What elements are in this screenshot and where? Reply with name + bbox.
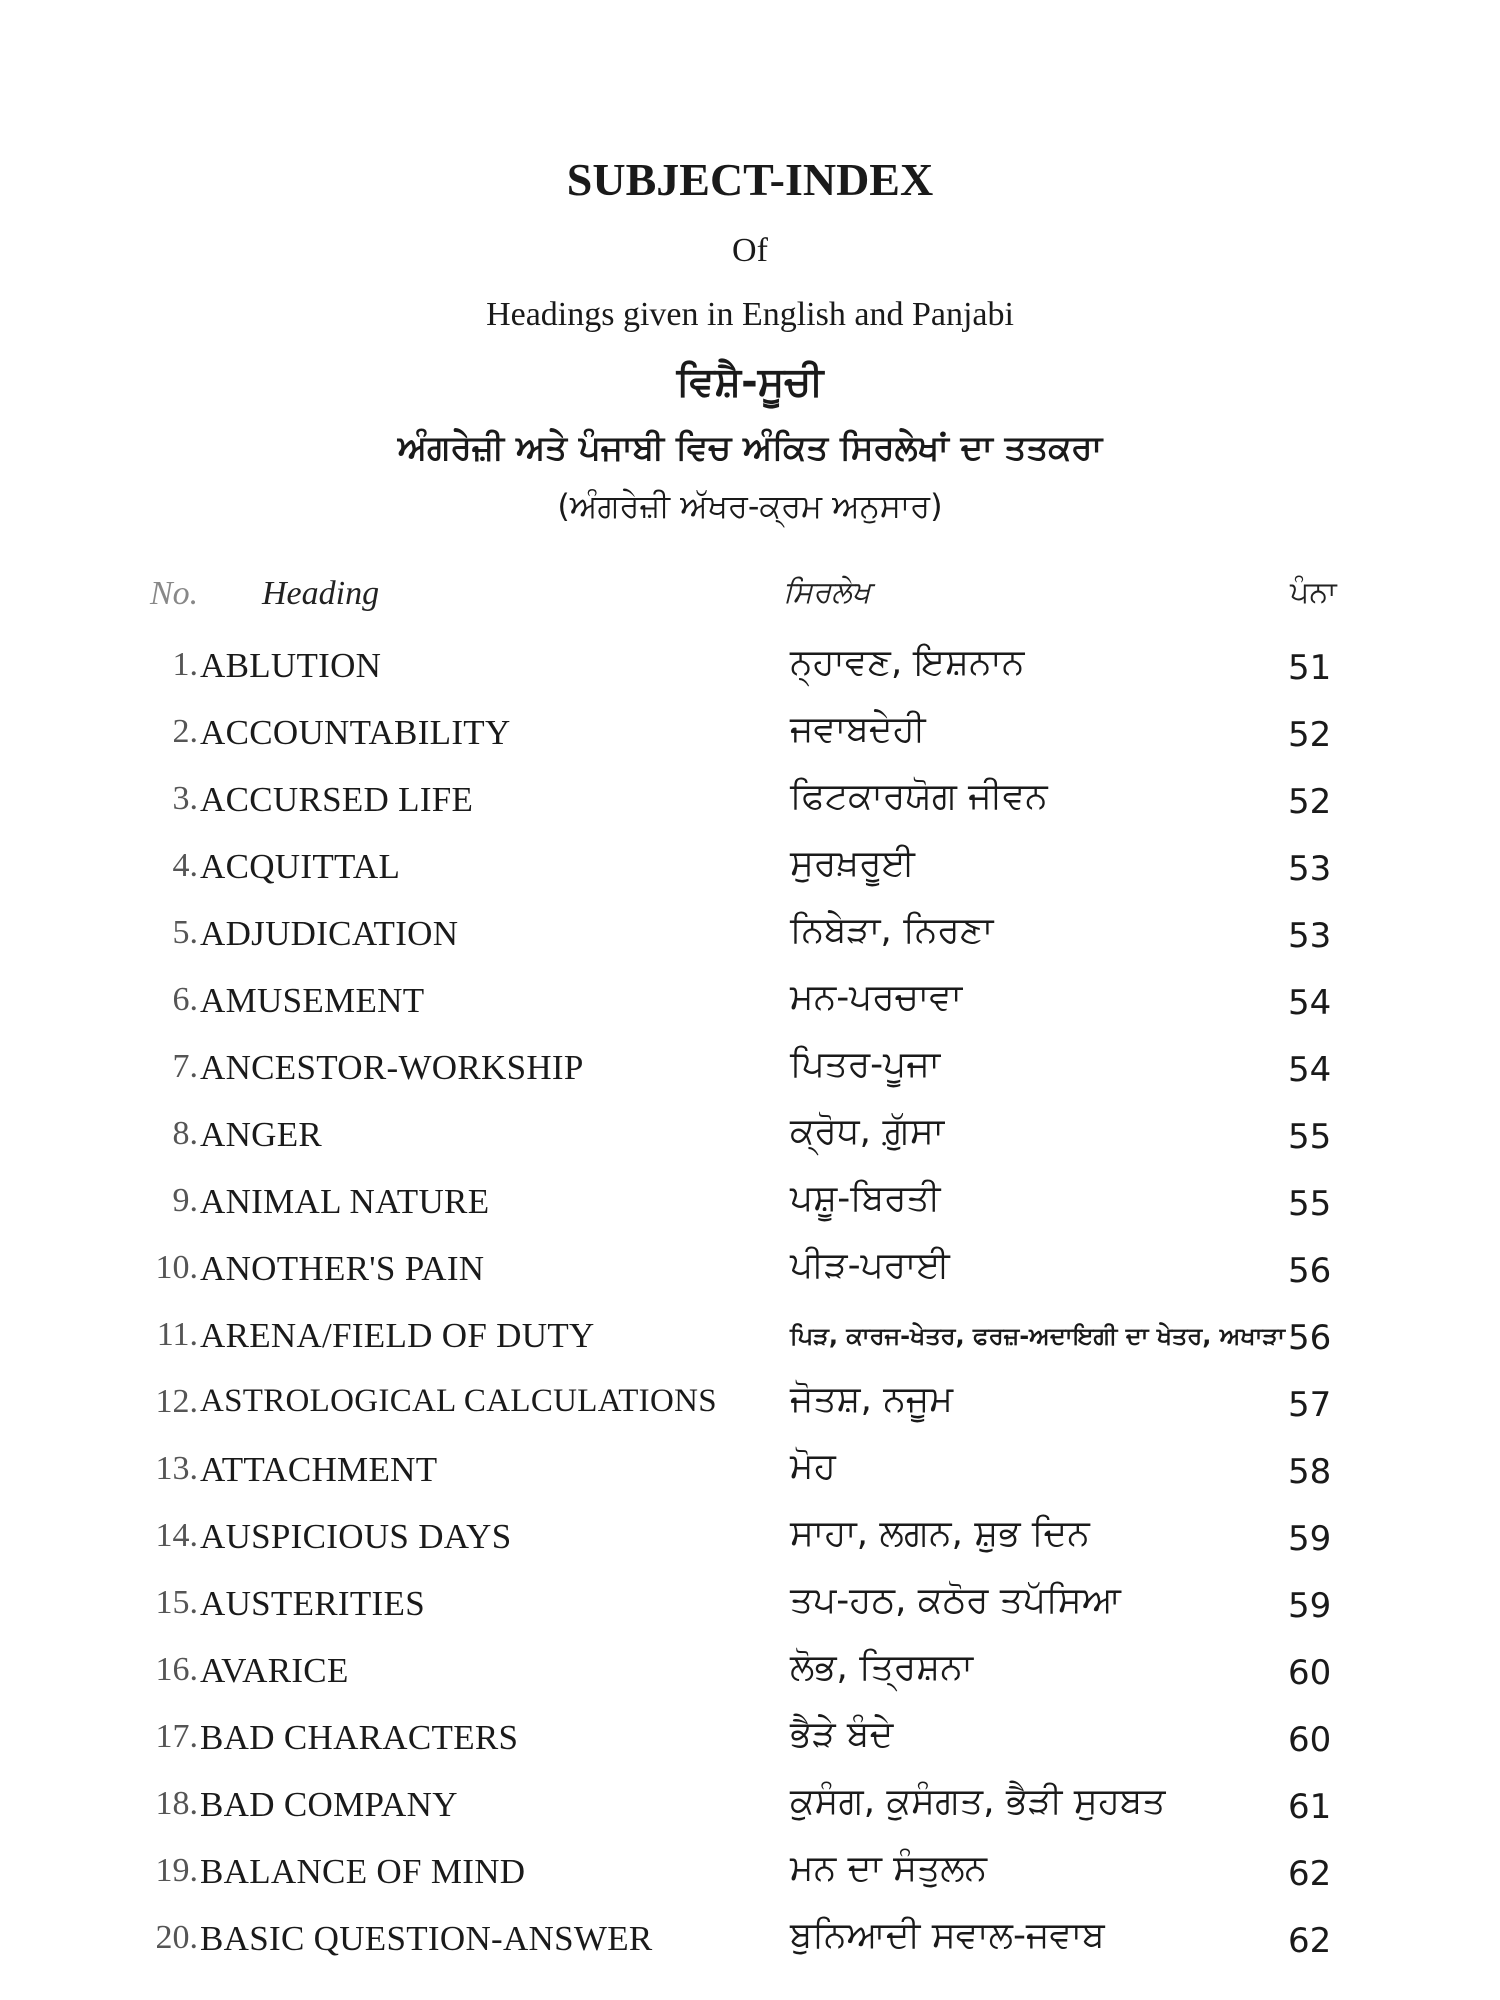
index-row (0, 1176, 1500, 1243)
entry-punjabi-heading: ਪਿਤਰ-ਪੂਜਾ (790, 1044, 941, 1085)
index-row (0, 1511, 1500, 1578)
entry-heading: BAD CHARACTERS (200, 1718, 519, 1757)
entry-heading: ACCOUNTABILITY (200, 713, 511, 752)
entry-page: 52 (1288, 782, 1332, 822)
entry-punjabi-heading: ਮੋਹ (790, 1446, 836, 1487)
entry-heading: AUSTERITIES (200, 1584, 425, 1623)
entry-heading: AMUSEMENT (200, 981, 425, 1020)
entry-number: 12. (155, 1383, 198, 1420)
entry-punjabi-heading: ਕੁਸੰਗ, ਕੁਸੰਗਤ, ਭੈੜੀ ਸੁਹਬਤ (790, 1781, 1166, 1822)
entry-number: 3. (172, 780, 198, 817)
entry-number: 8. (172, 1115, 198, 1152)
entry-page: 60 (1288, 1653, 1332, 1693)
entry-punjabi-heading: ਕ੍ਰੋਧ, ਗ਼ੁੱਸਾ (790, 1111, 945, 1152)
column-header-page: ਪੰਨਾ (1290, 575, 1337, 610)
entry-punjabi-heading: ਫਿਟਕਾਰਯੋਗ ਜੀਵਨ (790, 776, 1048, 817)
index-row (0, 1042, 1500, 1109)
entry-heading: BALANCE OF MIND (200, 1852, 526, 1891)
entry-page: 59 (1288, 1519, 1332, 1559)
entry-number: 14. (155, 1517, 198, 1554)
index-row (0, 1243, 1500, 1310)
index-row (0, 1846, 1500, 1913)
entry-heading: ASTROLOGICAL CALCULATIONS (200, 1383, 717, 1419)
punjabi-note: (ਅੰਗਰੇਜ਼ੀ ਅੱਖਰ-ਕ੍ਰਮ ਅਨੁਸਾਰ) (557, 487, 943, 525)
punjabi-title: ਵਿਸ਼ੈ-ਸੂਚੀ (676, 359, 824, 405)
entry-page: 55 (1288, 1184, 1332, 1224)
entry-heading: ANOTHER'S PAIN (200, 1249, 485, 1288)
column-header-no: No. (150, 575, 199, 612)
entry-heading: ACCURSED LIFE (200, 780, 474, 819)
entry-heading: ARENA/FIELD OF DUTY (200, 1316, 595, 1355)
entry-heading: ANCESTOR-WORKSHIP (200, 1048, 584, 1087)
page-title: SUBJECT-INDEX (566, 154, 934, 205)
entry-page: 60 (1288, 1720, 1332, 1760)
index-row (0, 1109, 1500, 1176)
index-row (0, 640, 1500, 707)
entry-punjabi-heading: ਭੈੜੇ ਬੰਦੇ (790, 1714, 894, 1755)
entry-page: 62 (1288, 1921, 1332, 1961)
column-header-punjabi-heading: ਸਿਰਲੇਖ (783, 575, 871, 610)
title-block (0, 150, 1500, 532)
entry-number: 4. (172, 847, 198, 884)
index-row (0, 1310, 1500, 1377)
column-header-heading: Heading (262, 575, 380, 612)
entry-page: 62 (1288, 1854, 1332, 1894)
index-row (0, 1645, 1500, 1712)
entry-heading: ABLUTION (200, 646, 382, 685)
entry-number: 17. (155, 1718, 198, 1755)
entry-punjabi-heading: ਪੀੜ-ਪਰਾਈ (790, 1245, 950, 1286)
entry-number: 7. (172, 1048, 198, 1085)
entry-punjabi-heading: ਮਨ ਦਾ ਸੰਤੁਲਨ (790, 1848, 988, 1889)
entry-page: 52 (1288, 715, 1332, 755)
page-subtitle: Headings given in English and Panjabi (486, 296, 1014, 333)
index-list (0, 640, 1500, 1980)
index-row (0, 774, 1500, 841)
index-row (0, 1712, 1500, 1779)
entry-page: 59 (1288, 1586, 1332, 1626)
entry-page: 51 (1288, 648, 1332, 688)
entry-heading: BAD COMPANY (200, 1785, 458, 1824)
entry-punjabi-heading: ਸਾਹਾ, ਲਗਨ, ਸ਼ੁਭ ਦਿਨ (790, 1513, 1090, 1554)
entry-heading: ANIMAL NATURE (200, 1182, 490, 1221)
column-header-row (0, 575, 1500, 625)
index-row (0, 908, 1500, 975)
entry-page: 53 (1288, 916, 1332, 956)
entry-number: 6. (172, 981, 198, 1018)
entry-punjabi-heading: ਨ੍ਹਾਵਣ, ਇਸ਼ਨਾਨ (790, 642, 1025, 683)
index-row (0, 975, 1500, 1042)
entry-punjabi-heading: ਜੋਤਸ਼, ਨਜੂਮ (790, 1379, 954, 1420)
entry-number: 9. (172, 1182, 198, 1219)
entry-page: 54 (1288, 983, 1332, 1023)
entry-number: 20. (155, 1919, 198, 1956)
index-row (0, 1913, 1500, 1980)
entry-page: 61 (1288, 1787, 1332, 1827)
entry-page: 55 (1288, 1117, 1332, 1157)
entry-punjabi-heading: ਤਪ-ਹਠ, ਕਠੋਰ ਤਪੱਸਿਆ (790, 1580, 1121, 1621)
entry-page: 53 (1288, 849, 1332, 889)
entry-heading: ADJUDICATION (200, 914, 459, 953)
index-row (0, 1779, 1500, 1846)
entry-punjabi-heading: ਲੋਭ, ਤ੍ਰਿਸ਼ਨਾ (790, 1647, 974, 1688)
entry-page: 58 (1288, 1452, 1332, 1492)
entry-page: 56 (1288, 1251, 1332, 1291)
punjabi-subtitle: ਅੰਗਰੇਜ਼ੀ ਅਤੇ ਪੰਜਾਬੀ ਵਿਚ ਅੰਕਿਤ ਸਿਰਲੇਖਾਂ ਦਾ ਤਤਕਰਾ (397, 428, 1103, 468)
entry-number: 15. (155, 1584, 198, 1621)
entry-number: 2. (172, 713, 198, 750)
entry-heading: BASIC QUESTION-ANSWER (200, 1919, 653, 1958)
index-row (0, 841, 1500, 908)
index-row (0, 1578, 1500, 1645)
entry-punjabi-heading: ਜਵਾਬਦੇਹੀ (790, 709, 926, 750)
entry-punjabi-heading: ਪਿੜ, ਕਾਰਜ-ਖੇਤਰ, ਫਰਜ਼-ਅਦਾਇਗੀ ਦਾ ਖੇਤਰ, ਅਖਾੜਾ (790, 1322, 1286, 1350)
entry-punjabi-heading: ਬੁਨਿਆਦੀ ਸਵਾਲ-ਜਵਾਬ (790, 1915, 1105, 1956)
entry-number: 13. (155, 1450, 198, 1487)
entry-punjabi-heading: ਪਸ਼ੂ-ਬਿਰਤੀ (790, 1178, 941, 1219)
entry-page: 54 (1288, 1050, 1332, 1090)
entry-number: 10. (155, 1249, 198, 1286)
entry-heading: ATTACHMENT (200, 1450, 438, 1489)
entry-page: 57 (1288, 1385, 1332, 1425)
entry-heading: AUSPICIOUS DAYS (200, 1517, 512, 1556)
entry-heading: ANGER (200, 1115, 323, 1154)
entry-punjabi-heading: ਮਨ-ਪਰਚਾਵਾ (790, 977, 963, 1018)
entry-heading: ACQUITTAL (200, 847, 401, 886)
entry-page: 56 (1288, 1318, 1332, 1358)
entry-punjabi-heading: ਸੁਰਖ਼ਰੂਈ (790, 843, 915, 884)
entry-number: 11. (156, 1316, 198, 1353)
index-row (0, 707, 1500, 774)
entry-number: 18. (155, 1785, 198, 1822)
of-line: Of (732, 232, 768, 269)
index-row (0, 1444, 1500, 1511)
entry-number: 19. (155, 1852, 198, 1889)
entry-number: 5. (172, 914, 198, 951)
entry-punjabi-heading: ਨਿਬੇੜਾ, ਨਿਰਣਾ (790, 910, 994, 951)
index-row (0, 1377, 1500, 1444)
entry-number: 16. (155, 1651, 198, 1688)
entry-heading: AVARICE (200, 1651, 349, 1690)
entry-number: 1. (172, 646, 198, 683)
